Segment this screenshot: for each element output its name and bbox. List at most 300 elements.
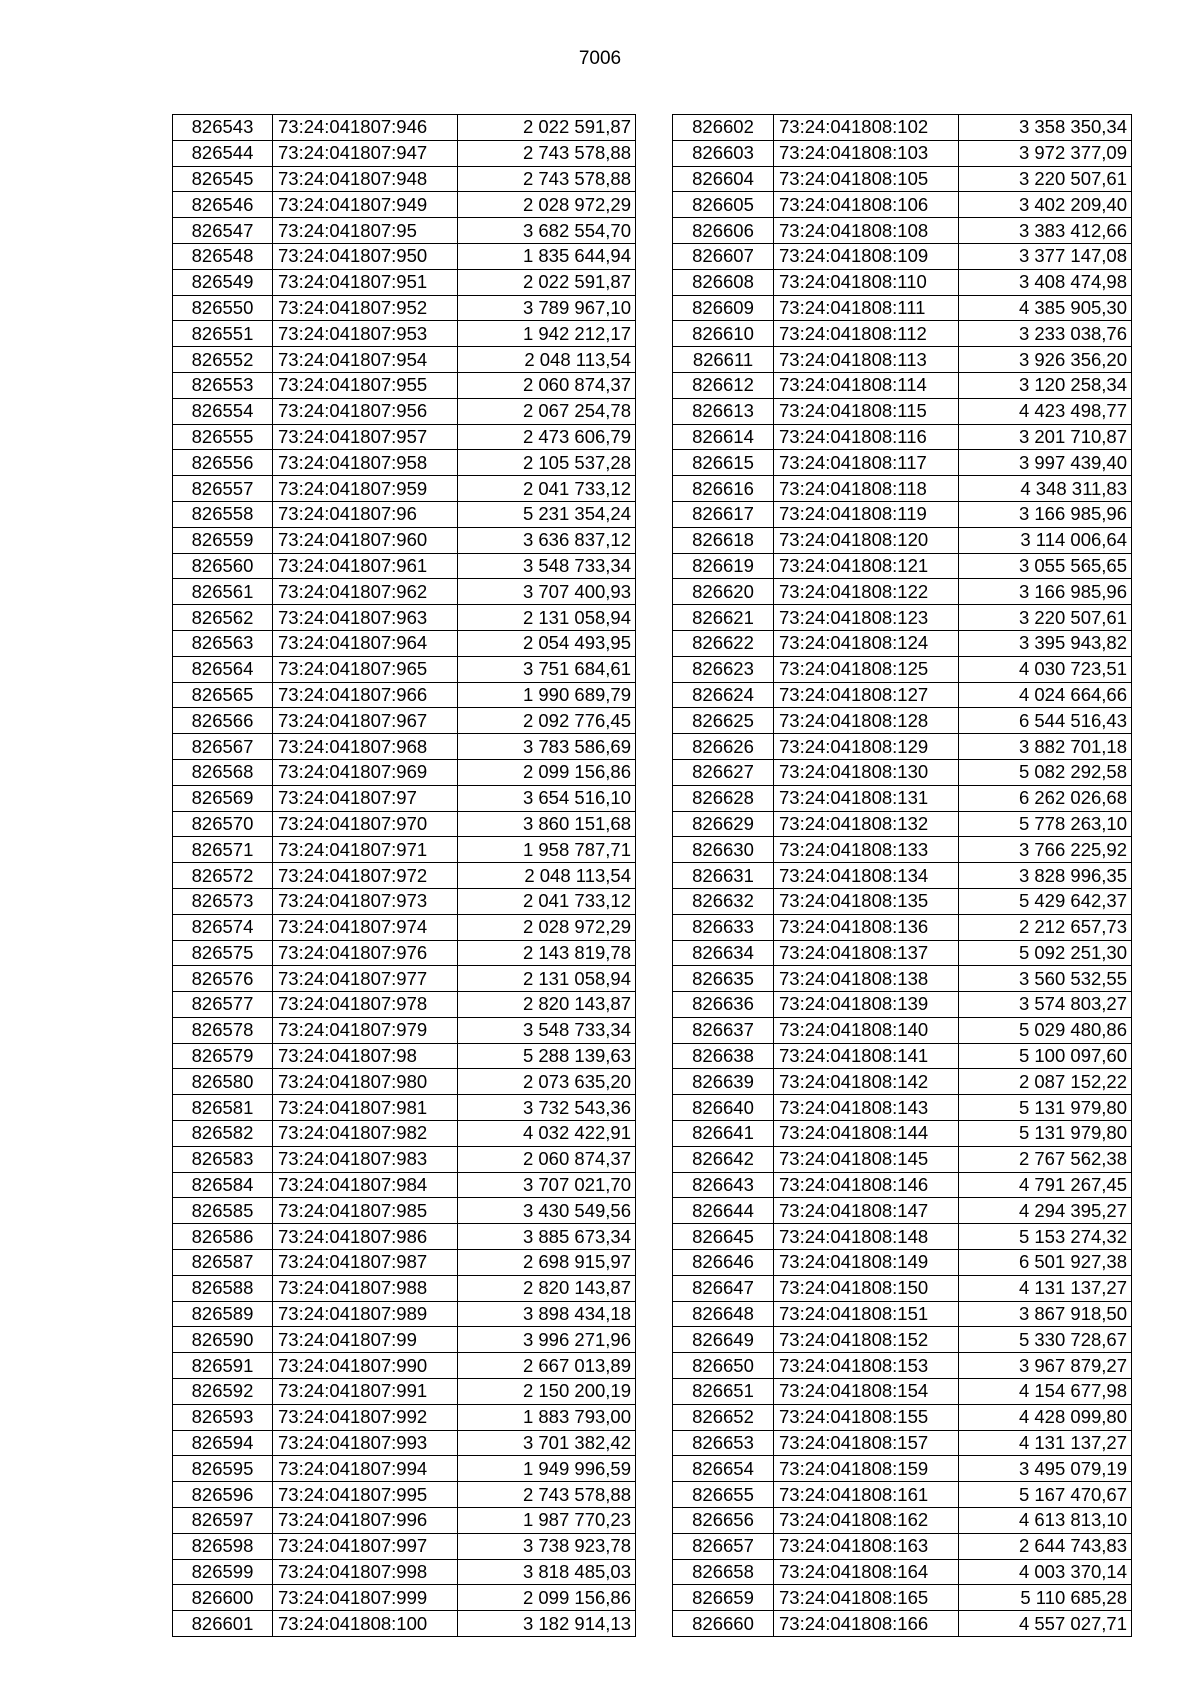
- cadastral-value-cell: 1 835 644,94: [458, 243, 636, 269]
- table-row: [173, 1327, 636, 1353]
- cadastral-number-cell: 73:24:041808:100: [273, 1611, 458, 1637]
- cadastral-number-cell: 73:24:041808:130: [774, 759, 959, 785]
- cadastral-number-cell: 73:24:041807:947: [273, 140, 458, 166]
- cadastral-value-cell: 2 743 578,88: [458, 166, 636, 192]
- cadastral-value-cell: 6 544 516,43: [959, 708, 1132, 734]
- table-row: [673, 605, 1132, 631]
- cadastral-value-cell: 3 120 258,34: [959, 372, 1132, 398]
- row-number-cell: 826638: [673, 1043, 774, 1069]
- row-number-cell: 826569: [173, 785, 273, 811]
- table-row: [673, 1430, 1132, 1456]
- cadastral-value-cell: 3 166 985,96: [959, 579, 1132, 605]
- row-number-cell: 826622: [673, 630, 774, 656]
- cadastral-number-cell: 73:24:041807:955: [273, 372, 458, 398]
- cadastral-number-cell: 73:24:041808:124: [774, 630, 959, 656]
- cadastral-value-cell: 3 548 733,34: [458, 1017, 636, 1043]
- table-row: [173, 1430, 636, 1456]
- cadastral-number-cell: 73:24:041807:976: [273, 940, 458, 966]
- cadastral-value-cell: 2 105 537,28: [458, 450, 636, 476]
- cadastral-value-cell: 3 997 439,40: [959, 450, 1132, 476]
- table-row: [673, 166, 1132, 192]
- cadastral-value-cell: 3 967 879,27: [959, 1353, 1132, 1379]
- table-row: [173, 347, 636, 373]
- row-number-cell: 826567: [173, 734, 273, 760]
- row-number-cell: 826609: [673, 295, 774, 321]
- cadastral-number-cell: 73:24:041808:152: [774, 1327, 959, 1353]
- table-row: [673, 1198, 1132, 1224]
- table-row: [673, 734, 1132, 760]
- table-row: [173, 1508, 636, 1534]
- table-row: [173, 398, 636, 424]
- cadastral-number-cell: 73:24:041807:951: [273, 269, 458, 295]
- cadastral-value-cell: 2 073 635,20: [458, 1069, 636, 1095]
- table-row: [173, 192, 636, 218]
- cadastral-number-cell: 73:24:041808:140: [774, 1017, 959, 1043]
- row-number-cell: 826650: [673, 1353, 774, 1379]
- cadastral-number-cell: 73:24:041807:994: [273, 1456, 458, 1482]
- table-row: [673, 1456, 1132, 1482]
- row-number-cell: 826564: [173, 656, 273, 682]
- table-row: [173, 785, 636, 811]
- row-number-cell: 826632: [673, 888, 774, 914]
- cadastral-number-cell: 73:24:041808:165: [774, 1585, 959, 1611]
- cadastral-number-cell: 73:24:041807:949: [273, 192, 458, 218]
- row-number-cell: 826576: [173, 966, 273, 992]
- table-row: [673, 1121, 1132, 1147]
- cadastral-value-cell: 3 358 350,34: [959, 115, 1132, 141]
- cadastral-number-cell: 73:24:041807:953: [273, 321, 458, 347]
- row-number-cell: 826620: [673, 579, 774, 605]
- table-row: [673, 1146, 1132, 1172]
- cadastral-value-cell: 3 682 554,70: [458, 218, 636, 244]
- row-number-cell: 826583: [173, 1146, 273, 1172]
- row-number-cell: 826594: [173, 1430, 273, 1456]
- cadastral-number-cell: 73:24:041807:974: [273, 914, 458, 940]
- cadastral-value-cell: 3 926 356,20: [959, 347, 1132, 373]
- cadastral-number-cell: 73:24:041808:116: [774, 424, 959, 450]
- cadastral-number-cell: 73:24:041807:95: [273, 218, 458, 244]
- cadastral-value-cell: 2 054 493,95: [458, 630, 636, 656]
- row-number-cell: 826644: [673, 1198, 774, 1224]
- cadastral-value-cell: 5 131 979,80: [959, 1095, 1132, 1121]
- cadastral-value-cell: 3 166 985,96: [959, 501, 1132, 527]
- row-number-cell: 826602: [673, 115, 774, 141]
- cadastral-value-cell: 3 898 434,18: [458, 1301, 636, 1327]
- row-number-cell: 826606: [673, 218, 774, 244]
- cadastral-value-cell: 4 131 137,27: [959, 1430, 1132, 1456]
- cadastral-number-cell: 73:24:041808:118: [774, 476, 959, 502]
- row-number-cell: 826625: [673, 708, 774, 734]
- table-row: [673, 501, 1132, 527]
- cadastral-value-cell: 4 428 099,80: [959, 1404, 1132, 1430]
- row-number-cell: 826613: [673, 398, 774, 424]
- row-number-cell: 826607: [673, 243, 774, 269]
- cadastral-table-left: [172, 114, 636, 1637]
- cadastral-number-cell: 73:24:041807:950: [273, 243, 458, 269]
- table-row: [173, 1121, 636, 1147]
- cadastral-value-cell: 3 548 733,34: [458, 553, 636, 579]
- cadastral-value-cell: 2 060 874,37: [458, 372, 636, 398]
- row-number-cell: 826549: [173, 269, 273, 295]
- cadastral-number-cell: 73:24:041808:145: [774, 1146, 959, 1172]
- table-row: [673, 1559, 1132, 1585]
- row-number-cell: 826610: [673, 321, 774, 347]
- cadastral-number-cell: 73:24:041808:163: [774, 1533, 959, 1559]
- cadastral-number-cell: 73:24:041808:112: [774, 321, 959, 347]
- row-number-cell: 826582: [173, 1121, 273, 1147]
- cadastral-value-cell: 3 882 701,18: [959, 734, 1132, 760]
- cadastral-number-cell: 73:24:041807:971: [273, 837, 458, 863]
- cadastral-value-cell: 3 377 147,08: [959, 243, 1132, 269]
- cadastral-value-cell: 5 167 470,67: [959, 1482, 1132, 1508]
- row-number-cell: 826588: [173, 1275, 273, 1301]
- cadastral-value-cell: 5 429 642,37: [959, 888, 1132, 914]
- cadastral-number-cell: 73:24:041808:111: [774, 295, 959, 321]
- cadastral-value-cell: 2 820 143,87: [458, 1275, 636, 1301]
- table-row: [173, 914, 636, 940]
- table-row: [173, 656, 636, 682]
- table-row: [673, 1172, 1132, 1198]
- row-number-cell: 826642: [673, 1146, 774, 1172]
- cadastral-number-cell: 73:24:041807:986: [273, 1224, 458, 1250]
- row-number-cell: 826560: [173, 553, 273, 579]
- cadastral-number-cell: 73:24:041808:166: [774, 1611, 959, 1637]
- cadastral-value-cell: 2 143 819,78: [458, 940, 636, 966]
- cadastral-value-cell: 3 220 507,61: [959, 166, 1132, 192]
- row-number-cell: 826601: [173, 1611, 273, 1637]
- row-number-cell: 826626: [673, 734, 774, 760]
- cadastral-value-cell: 4 131 137,27: [959, 1275, 1132, 1301]
- cadastral-number-cell: 73:24:041808:161: [774, 1482, 959, 1508]
- table-row: [673, 1275, 1132, 1301]
- cadastral-value-cell: 5 029 480,86: [959, 1017, 1132, 1043]
- table-row: [173, 1043, 636, 1069]
- row-number-cell: 826552: [173, 347, 273, 373]
- cadastral-number-cell: 73:24:041808:149: [774, 1250, 959, 1276]
- row-number-cell: 826631: [673, 863, 774, 889]
- cadastral-value-cell: 3 495 079,19: [959, 1456, 1132, 1482]
- row-number-cell: 826570: [173, 811, 273, 837]
- row-number-cell: 826566: [173, 708, 273, 734]
- row-number-cell: 826593: [173, 1404, 273, 1430]
- row-number-cell: 826559: [173, 527, 273, 553]
- cadastral-number-cell: 73:24:041807:98: [273, 1043, 458, 1069]
- cadastral-number-cell: 73:24:041807:983: [273, 1146, 458, 1172]
- cadastral-value-cell: 2 060 874,37: [458, 1146, 636, 1172]
- cadastral-number-cell: 73:24:041808:119: [774, 501, 959, 527]
- cadastral-value-cell: 3 383 412,66: [959, 218, 1132, 244]
- cadastral-number-cell: 73:24:041807:978: [273, 992, 458, 1018]
- row-number-cell: 826660: [673, 1611, 774, 1637]
- table-row: [673, 914, 1132, 940]
- row-number-cell: 826543: [173, 115, 273, 141]
- cadastral-number-cell: 73:24:041807:979: [273, 1017, 458, 1043]
- row-number-cell: 826619: [673, 553, 774, 579]
- cadastral-number-cell: 73:24:041808:159: [774, 1456, 959, 1482]
- row-number-cell: 826624: [673, 682, 774, 708]
- row-number-cell: 826572: [173, 863, 273, 889]
- row-number-cell: 826628: [673, 785, 774, 811]
- cadastral-number-cell: 73:24:041808:102: [774, 115, 959, 141]
- row-number-cell: 826649: [673, 1327, 774, 1353]
- cadastral-number-cell: 73:24:041807:999: [273, 1585, 458, 1611]
- row-number-cell: 826639: [673, 1069, 774, 1095]
- cadastral-number-cell: 73:24:041807:97: [273, 785, 458, 811]
- table-row: [673, 1043, 1132, 1069]
- table-row: [173, 630, 636, 656]
- table-row: [673, 295, 1132, 321]
- table-row: [673, 1095, 1132, 1121]
- table-row: [173, 682, 636, 708]
- table-row: [173, 888, 636, 914]
- table-row: [673, 1327, 1132, 1353]
- table-row: [673, 785, 1132, 811]
- cadastral-value-cell: 3 636 837,12: [458, 527, 636, 553]
- cadastral-number-cell: 73:24:041808:142: [774, 1069, 959, 1095]
- cadastral-value-cell: 5 131 979,80: [959, 1121, 1132, 1147]
- row-number-cell: 826577: [173, 992, 273, 1018]
- row-number-cell: 826599: [173, 1559, 273, 1585]
- cadastral-number-cell: 73:24:041807:956: [273, 398, 458, 424]
- cadastral-value-cell: 2 820 143,87: [458, 992, 636, 1018]
- table-row: [673, 347, 1132, 373]
- table-row: [673, 398, 1132, 424]
- cadastral-value-cell: 3 860 151,68: [458, 811, 636, 837]
- table-row: [173, 218, 636, 244]
- cadastral-number-cell: 73:24:041808:114: [774, 372, 959, 398]
- row-number-cell: 826587: [173, 1250, 273, 1276]
- row-number-cell: 826651: [673, 1379, 774, 1405]
- cadastral-value-cell: 2 473 606,79: [458, 424, 636, 450]
- table-row: [673, 243, 1132, 269]
- cadastral-number-cell: 73:24:041807:996: [273, 1508, 458, 1534]
- row-number-cell: 826592: [173, 1379, 273, 1405]
- table-row: [673, 321, 1132, 347]
- table-row: [173, 1482, 636, 1508]
- cadastral-value-cell: 2 028 972,29: [458, 192, 636, 218]
- row-number-cell: 826612: [673, 372, 774, 398]
- table-row: [173, 321, 636, 347]
- cadastral-number-cell: 73:24:041808:147: [774, 1198, 959, 1224]
- row-number-cell: 826656: [673, 1508, 774, 1534]
- cadastral-value-cell: 5 288 139,63: [458, 1043, 636, 1069]
- row-number-cell: 826643: [673, 1172, 774, 1198]
- cadastral-value-cell: 3 867 918,50: [959, 1301, 1132, 1327]
- table-row: [173, 1301, 636, 1327]
- cadastral-number-cell: 73:24:041808:113: [774, 347, 959, 373]
- cadastral-value-cell: 2 022 591,87: [458, 269, 636, 295]
- row-number-cell: 826553: [173, 372, 273, 398]
- table-row: [173, 424, 636, 450]
- cadastral-number-cell: 73:24:041807:995: [273, 1482, 458, 1508]
- cadastral-number-cell: 73:24:041808:123: [774, 605, 959, 631]
- row-number-cell: 826658: [673, 1559, 774, 1585]
- table-row: [173, 1198, 636, 1224]
- cadastral-value-cell: 3 701 382,42: [458, 1430, 636, 1456]
- table-row: [173, 501, 636, 527]
- table-row: [173, 708, 636, 734]
- cadastral-value-cell: 4 294 395,27: [959, 1198, 1132, 1224]
- cadastral-number-cell: 73:24:041808:153: [774, 1353, 959, 1379]
- row-number-cell: 826604: [673, 166, 774, 192]
- cadastral-number-cell: 73:24:041808:137: [774, 940, 959, 966]
- table-row: [173, 579, 636, 605]
- table-row: [673, 1301, 1132, 1327]
- cadastral-value-cell: 5 082 292,58: [959, 759, 1132, 785]
- table-row: [173, 1585, 636, 1611]
- table-row: [173, 863, 636, 889]
- cadastral-value-cell: 3 707 021,70: [458, 1172, 636, 1198]
- cadastral-value-cell: 3 766 225,92: [959, 837, 1132, 863]
- cadastral-value-cell: 5 330 728,67: [959, 1327, 1132, 1353]
- row-number-cell: 826544: [173, 140, 273, 166]
- table-row: [673, 553, 1132, 579]
- cadastral-value-cell: 2 743 578,88: [458, 140, 636, 166]
- table-row: [173, 1224, 636, 1250]
- cadastral-number-cell: 73:24:041808:125: [774, 656, 959, 682]
- cadastral-value-cell: 2 767 562,38: [959, 1146, 1132, 1172]
- cadastral-value-cell: 6 262 026,68: [959, 785, 1132, 811]
- cadastral-number-cell: 73:24:041808:157: [774, 1430, 959, 1456]
- table-row: [173, 295, 636, 321]
- cadastral-value-cell: 2 087 152,22: [959, 1069, 1132, 1095]
- cadastral-value-cell: 1 883 793,00: [458, 1404, 636, 1430]
- row-number-cell: 826654: [673, 1456, 774, 1482]
- table-row: [173, 140, 636, 166]
- cadastral-number-cell: 73:24:041808:162: [774, 1508, 959, 1534]
- cadastral-value-cell: 2 150 200,19: [458, 1379, 636, 1405]
- table-row: [173, 940, 636, 966]
- row-number-cell: 826548: [173, 243, 273, 269]
- table-row: [673, 888, 1132, 914]
- cadastral-number-cell: 73:24:041808:131: [774, 785, 959, 811]
- cadastral-number-cell: 73:24:041807:982: [273, 1121, 458, 1147]
- cadastral-number-cell: 73:24:041807:96: [273, 501, 458, 527]
- cadastral-number-cell: 73:24:041807:992: [273, 1404, 458, 1430]
- cadastral-value-cell: 3 402 209,40: [959, 192, 1132, 218]
- cadastral-value-cell: 5 110 685,28: [959, 1585, 1132, 1611]
- cadastral-number-cell: 73:24:041808:139: [774, 992, 959, 1018]
- cadastral-value-cell: 2 698 915,97: [458, 1250, 636, 1276]
- cadastral-value-cell: 5 778 263,10: [959, 811, 1132, 837]
- row-number-cell: 826557: [173, 476, 273, 502]
- table-row: [173, 1069, 636, 1095]
- cadastral-number-cell: 73:24:041807:989: [273, 1301, 458, 1327]
- table-row: [173, 1095, 636, 1121]
- table-row: [173, 1146, 636, 1172]
- row-number-cell: 826655: [673, 1482, 774, 1508]
- cadastral-value-cell: 1 949 996,59: [458, 1456, 636, 1482]
- row-number-cell: 826591: [173, 1353, 273, 1379]
- cadastral-number-cell: 73:24:041807:981: [273, 1095, 458, 1121]
- table-row: [173, 1017, 636, 1043]
- cadastral-value-cell: 5 092 251,30: [959, 940, 1132, 966]
- cadastral-number-cell: 73:24:041808:155: [774, 1404, 959, 1430]
- cadastral-value-cell: 1 942 212,17: [458, 321, 636, 347]
- cadastral-number-cell: 73:24:041807:973: [273, 888, 458, 914]
- cadastral-number-cell: 73:24:041808:143: [774, 1095, 959, 1121]
- table-row: [673, 759, 1132, 785]
- table-row: [173, 553, 636, 579]
- cadastral-number-cell: 73:24:041808:151: [774, 1301, 959, 1327]
- row-number-cell: 826633: [673, 914, 774, 940]
- row-number-cell: 826636: [673, 992, 774, 1018]
- row-number-cell: 826590: [173, 1327, 273, 1353]
- table-row: [673, 1224, 1132, 1250]
- table-row: [673, 940, 1132, 966]
- row-number-cell: 826597: [173, 1508, 273, 1534]
- cadastral-value-cell: 4 154 677,98: [959, 1379, 1132, 1405]
- row-number-cell: 826623: [673, 656, 774, 682]
- cadastral-number-cell: 73:24:041808:117: [774, 450, 959, 476]
- cadastral-number-cell: 73:24:041807:952: [273, 295, 458, 321]
- cadastral-number-cell: 73:24:041807:972: [273, 863, 458, 889]
- row-number-cell: 826545: [173, 166, 273, 192]
- cadastral-value-cell: 2 041 733,12: [458, 476, 636, 502]
- row-number-cell: 826573: [173, 888, 273, 914]
- row-number-cell: 826608: [673, 269, 774, 295]
- cadastral-number-cell: 73:24:041807:985: [273, 1198, 458, 1224]
- row-number-cell: 826578: [173, 1017, 273, 1043]
- table-row: [173, 1172, 636, 1198]
- row-number-cell: 826550: [173, 295, 273, 321]
- table-row: [673, 424, 1132, 450]
- table-row: [173, 476, 636, 502]
- cadastral-table-right: [672, 114, 1132, 1637]
- cadastral-number-cell: 73:24:041808:132: [774, 811, 959, 837]
- cadastral-value-cell: 1 990 689,79: [458, 682, 636, 708]
- table-row: [673, 1017, 1132, 1043]
- cadastral-value-cell: 3 654 516,10: [458, 785, 636, 811]
- table-row: [173, 1250, 636, 1276]
- cadastral-number-cell: 73:24:041808:109: [774, 243, 959, 269]
- cadastral-number-cell: 73:24:041807:948: [273, 166, 458, 192]
- row-number-cell: 826629: [673, 811, 774, 837]
- cadastral-value-cell: 2 667 013,89: [458, 1353, 636, 1379]
- cadastral-number-cell: 73:24:041807:993: [273, 1430, 458, 1456]
- row-number-cell: 826659: [673, 1585, 774, 1611]
- cadastral-number-cell: 73:24:041807:962: [273, 579, 458, 605]
- table-row: [673, 837, 1132, 863]
- cadastral-value-cell: 2 022 591,87: [458, 115, 636, 141]
- row-number-cell: 826585: [173, 1198, 273, 1224]
- table-row: [673, 269, 1132, 295]
- row-number-cell: 826621: [673, 605, 774, 631]
- row-number-cell: 826645: [673, 1224, 774, 1250]
- cadastral-value-cell: 4 557 027,71: [959, 1611, 1132, 1637]
- table-row: [673, 1508, 1132, 1534]
- row-number-cell: 826574: [173, 914, 273, 940]
- cadastral-number-cell: 73:24:041807:99: [273, 1327, 458, 1353]
- cadastral-value-cell: 2 131 058,94: [458, 605, 636, 631]
- cadastral-value-cell: 3 738 923,78: [458, 1533, 636, 1559]
- cadastral-value-cell: 2 067 254,78: [458, 398, 636, 424]
- table-row: [173, 243, 636, 269]
- table-row: [173, 605, 636, 631]
- cadastral-value-cell: 2 212 657,73: [959, 914, 1132, 940]
- table-row: [173, 1456, 636, 1482]
- cadastral-number-cell: 73:24:041807:946: [273, 115, 458, 141]
- cadastral-value-cell: 6 501 927,38: [959, 1250, 1132, 1276]
- row-number-cell: 826652: [673, 1404, 774, 1430]
- table-row: [173, 1533, 636, 1559]
- cadastral-value-cell: 2 028 972,29: [458, 914, 636, 940]
- table-row: [173, 811, 636, 837]
- row-number-cell: 826561: [173, 579, 273, 605]
- row-number-cell: 826551: [173, 321, 273, 347]
- table-row: [173, 734, 636, 760]
- cadastral-value-cell: 3 996 271,96: [458, 1327, 636, 1353]
